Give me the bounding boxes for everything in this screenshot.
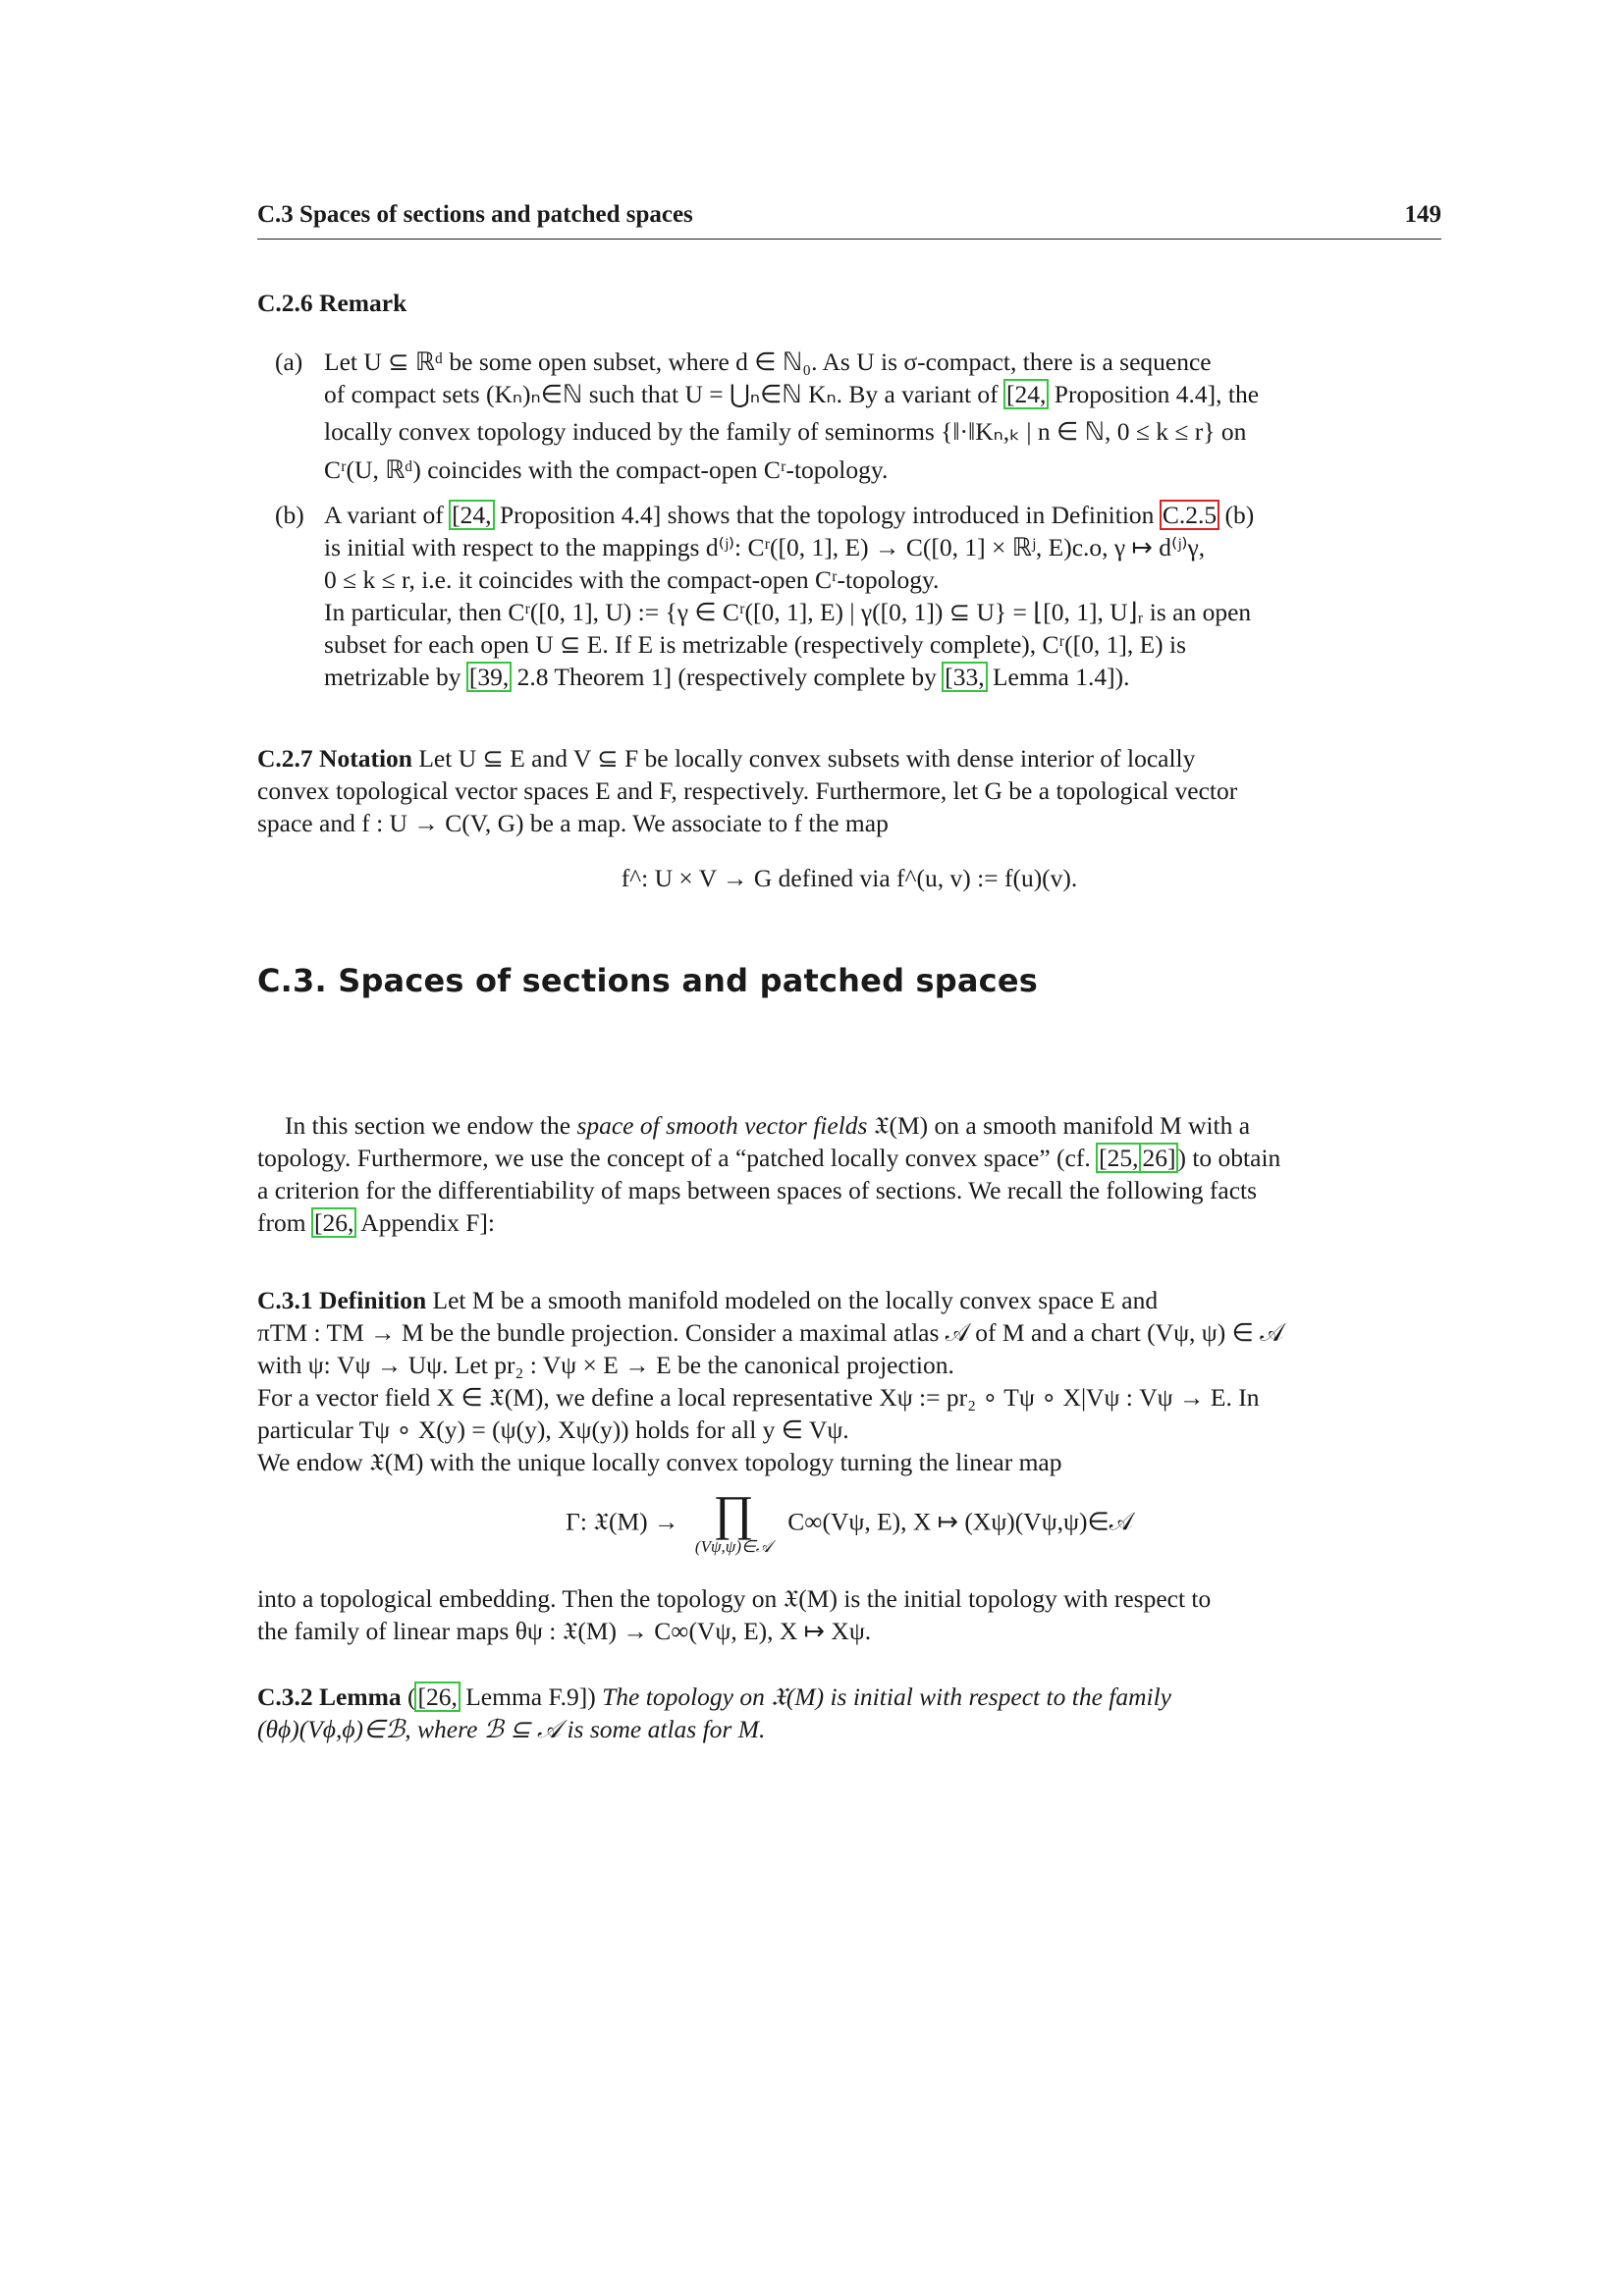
definition-line: particular Tψ ∘ X(y) = (ψ(y), Xψ(y)) holds for all y ∈ Vψ. — [257, 1415, 849, 1444]
text-span: of compact sets (Kₙ)ₙ∈ℕ such that U = ⋃ₙ∈ℕ Kₙ. By a variant of — [324, 380, 1005, 408]
emphasis-text: space of smooth vector fields — [576, 1111, 868, 1140]
text-span: ( — [401, 1682, 416, 1711]
definition-display-equation — [257, 1485, 1441, 1557]
intro-line — [257, 1109, 1441, 1142]
remark-b-line — [324, 661, 1441, 693]
remark-a-line — [324, 378, 1441, 410]
remark-heading: C.2.6 Remark — [257, 289, 407, 317]
intro-line: a criterion for the differentiability of maps between spaces of sections. We recall the following facts — [257, 1176, 1258, 1204]
header-section-title: C.3 Spaces of sections and patched spaces — [257, 201, 693, 228]
text-span: 𝔛(M) on a smooth manifold M with a — [867, 1111, 1251, 1140]
text-span: (b) — [1218, 501, 1255, 529]
definition-continuation — [257, 1582, 1441, 1647]
remark-b-line: 0 ≤ k ≤ r, i.e. it coincides with the compact-open Cʳ-topology. — [324, 565, 940, 594]
text-span: Proposition 4.4], the — [1048, 380, 1260, 408]
citation-link[interactable]: [24, — [452, 501, 492, 529]
lemma-statement: The topology on 𝔛(M) is initial with respect to the family — [595, 1682, 1171, 1711]
citation-link[interactable]: [26, — [313, 1208, 354, 1237]
product-subscript: (Vψ,ψ)∈𝒜 — [694, 1537, 772, 1556]
text-span: Let M be a smooth manifold modeled on the locally convex space E and — [426, 1286, 1159, 1314]
remark-a-line: Cʳ(U, ℝᵈ) coincides with the compact-open Cʳ-topology. — [324, 455, 889, 484]
text-span: Proposition 4.4] shows that the topology introduced in Definition — [493, 501, 1161, 529]
notation-display-equation: f^: U × V → G defined via f^(u, v) := f(u)(v). — [621, 864, 1078, 892]
text-span: Lemma F.9]) — [459, 1682, 596, 1711]
text-span: A variant of — [324, 501, 451, 529]
notation-line — [257, 742, 1441, 774]
definition-line: into a topological embedding. Then the topology on 𝔛(M) is the initial topology with respect to — [257, 1584, 1212, 1613]
text-span: Appendix F]: — [355, 1208, 495, 1237]
definition-line: πTM : TM → M be the bundle projection. Consider a maximal atlas 𝒜 of M and a chart (Vψ, ψ) ∈ 𝒜 — [257, 1318, 1284, 1347]
lemma-heading: C.3.2 Lemma — [257, 1682, 402, 1711]
text-span: from — [257, 1208, 312, 1237]
intro-paragraph — [257, 1109, 1441, 1239]
definition-line — [257, 1284, 1441, 1316]
citation-link[interactable]: [25, — [1099, 1144, 1139, 1172]
remark-a-line: locally convex topology induced by the family of seminorms {‖·‖Kₙ,ₖ | n ∈ ℕ, 0 ≤ k ≤ r} on — [324, 417, 1247, 446]
text-span: topology. Furthermore, we use the concept of a “patched locally convex space” (cf. — [257, 1144, 1098, 1172]
remark-b-line: subset for each open U ⊆ E. If E is metrizable (respectively complete), Cʳ([0, 1], E) is — [324, 630, 1187, 659]
citation-link[interactable]: [39, — [468, 663, 510, 691]
text-span: Lemma 1.4]). — [986, 663, 1130, 691]
notation-line: space and f : U → C(V, G) be a map. We associate to f the map — [257, 809, 889, 837]
remark-a-line: Let U ⊆ ℝᵈ be some open subset, where d ∈ ℕ₀. As U is σ-compact, there is a sequence — [324, 347, 1212, 376]
intro-line — [257, 1142, 1441, 1174]
definition-line: For a vector field X ∈ 𝔛(M), we define a local representative Xψ := pr₂ ∘ Tψ ∘ X|Vψ : Vψ → E. In — [257, 1383, 1260, 1412]
notation-block — [257, 742, 1441, 839]
text-span: In this section we endow the — [285, 1111, 577, 1140]
remark-b-line — [324, 499, 1441, 531]
item-b-label: (b) — [275, 501, 304, 529]
product-symbol: ∏ — [713, 1485, 754, 1540]
cross-reference-link[interactable]: C.2.5 — [1162, 501, 1218, 529]
remark-block — [257, 287, 1441, 319]
text-span: metrizable by — [324, 663, 467, 691]
section-title: C.3. Spaces of sections and patched spaces — [257, 962, 1038, 999]
lemma-block — [257, 1681, 1441, 1745]
page-number: 149 — [1404, 201, 1441, 228]
definition-line: with ψ: Vψ → Uψ. Let pr₂ : Vψ × E → E be the canonical projection. — [257, 1351, 954, 1379]
equation-right: C∞(Vψ, E), X ↦ (Xψ)(Vψ,ψ)∈𝒜 — [787, 1507, 1133, 1536]
remark-item-b — [257, 499, 1441, 693]
definition-heading: C.3.1 Definition — [257, 1286, 427, 1314]
citation-link[interactable]: [24, — [1006, 380, 1047, 408]
notation-heading: C.2.7 Notation — [257, 744, 412, 773]
lemma-statement: (θϕ)(Vϕ,ϕ)∈ℬ, where ℬ ⊆ 𝒜 is some atlas for M. — [257, 1715, 766, 1743]
citation-link[interactable]: 26] — [1142, 1144, 1176, 1172]
intro-line — [257, 1206, 1441, 1239]
definition-line: the family of linear maps θψ : 𝔛(M) → C∞(Vψ, E), X ↦ Xψ. — [257, 1617, 872, 1645]
item-a-label: (a) — [275, 347, 303, 376]
definition-line: We endow 𝔛(M) with the unique locally convex topology turning the linear map — [257, 1448, 1062, 1476]
text-span: ) to obtain — [1177, 1144, 1281, 1172]
notation-line: convex topological vector spaces E and F, respectively. Furthermore, let G be a topological vector — [257, 776, 1238, 805]
citation-link[interactable]: [26, — [417, 1682, 458, 1711]
lemma-line — [257, 1681, 1441, 1713]
text-span: Let U ⊆ E and V ⊆ F be locally convex subsets with dense interior of locally — [411, 744, 1196, 773]
definition-block — [257, 1284, 1441, 1478]
citation-link[interactable]: [33, — [945, 663, 985, 691]
equation-left: Γ: 𝔛(M) → — [566, 1507, 679, 1536]
remark-b-line: In particular, then Cʳ([0, 1], U) := {γ ∈ Cʳ([0, 1], E) | γ([0, 1]) ⊆ U} = ⌊[0, 1], U⌋ᵣ is an open — [324, 598, 1252, 626]
remark-item-a — [257, 346, 1441, 486]
running-header — [257, 199, 1441, 240]
product-operator — [694, 1485, 772, 1557]
text-span: 2.8 Theorem 1] (respectively complete by — [511, 663, 944, 691]
remark-b-line: is initial with respect to the mappings d⁽ʲ⁾: Cʳ([0, 1], E) → C([0, 1] × ℝʲ, E)c.o, γ ↦ d⁽ʲ⁾γ, — [324, 533, 1206, 561]
